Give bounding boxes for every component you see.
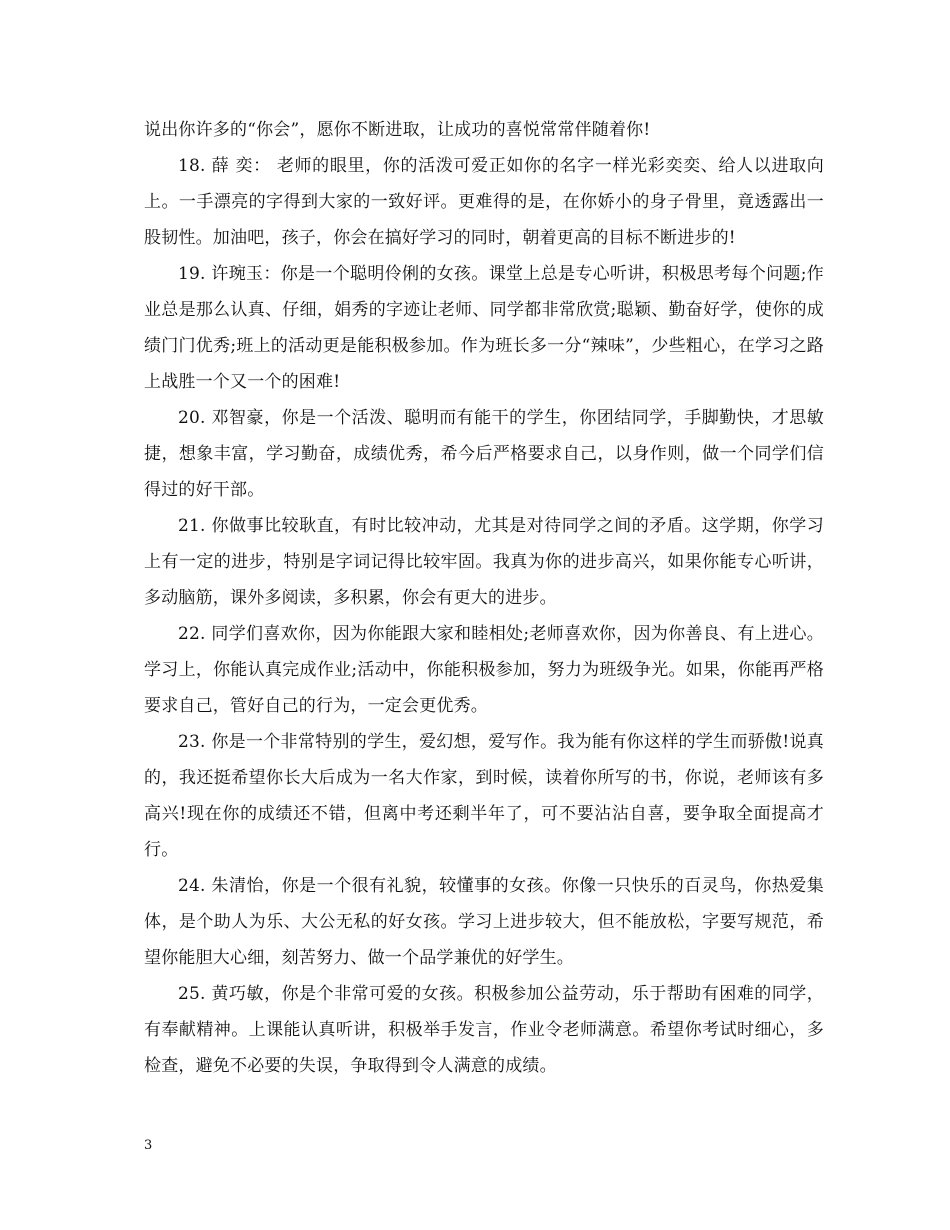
paragraph-comment-25: 25. 黄巧敏，你是个非常可爱的女孩。积极参加公益劳动，乐于帮助有困难的同学，有奉献精神。上课能认真听讲，积极举手发言，作业令老师满意。希望你考试时细心，多检查，避免不必要的失误，争取得到令人满意的成绩。 [144,984,824,1076]
paragraph-comment-19: 19. 许琬玉：你是一个聪明伶俐的女孩。课堂上总是专心听讲，积极思考每个问题;作业总是那么认真、仔细，娟秀的字迹让老师、同学都非常欣赏;聪颖、勤奋好学，使你的成绩门门优秀;班上的活动更是能积极参加。作为班长多一分“辣味”，少些粗心，在学习之路上战胜一个又一个的困难! [144,264,824,392]
paragraph-comment-18: 18. 薛 奕： 老师的眼里，你的活泼可爱正如你的名字一样光彩奕奕、给人以进取向上。一手漂亮的字得到大家的一致好评。更难得的是，在你娇小的身子骨里，竟透露出一股韧性。加油吧，孩子，你会在搞好学习的同时，朝着更高的目标不断进步的! [144,156,824,248]
page-number: 3 [144,1138,153,1153]
paragraph-comment-22: 22. 同学们喜欢你，因为你能跟大家和睦相处;老师喜欢你，因为你善良、有上进心。学习上，你能认真完成作业;活动中，你能积极参加，努力为班级争光。如果，你能再严格要求自己，管好自己的行为，一定会更优秀。 [144,624,824,716]
paragraph-comment-23: 23. 你是一个非常特别的学生，爱幻想，爱写作。我为能有你这样的学生而骄傲!说真的，我还挺希望你长大后成为一名大作家，到时候，读着你所写的书，你说，老师该有多高兴!现在你的成绩还不错，但离中考还剩半年了，可不要沾沾自喜，要争取全面提高才行。 [144,732,824,860]
paragraph-comment-24: 24. 朱清怡，你是一个很有礼貌，较懂事的女孩。你像一只快乐的百灵鸟，你热爱集体，是个助人为乐、大公无私的好女孩。学习上进步较大，但不能放松，字要写规范，希望你能胆大心细，刻苦努力、做一个品学兼优的好学生。 [144,876,824,968]
paragraph-comment-20: 20. 邓智豪，你是一个活泼、聪明而有能干的学生，你团结同学，手脚勤快，才思敏捷，想象丰富，学习勤奋，成绩优秀，希今后严格要求自己，以身作则，做一个同学们信得过的好干部。 [144,408,824,500]
paragraph-comment-21: 21. 你做事比较耿直，有时比较冲动，尤其是对待同学之间的矛盾。这学期，你学习上有一定的进步，特别是字词记得比较牢固。我真为你的进步高兴，如果你能专心听讲，多动脑筋，课外多阅读，多积累，你会有更大的进步。 [144,516,824,608]
paragraph-continuation: 说出你许多的“你会”，愿你不断进取，让成功的喜悦常常伴随着你! [144,120,651,140]
document-body [144,112,824,1084]
